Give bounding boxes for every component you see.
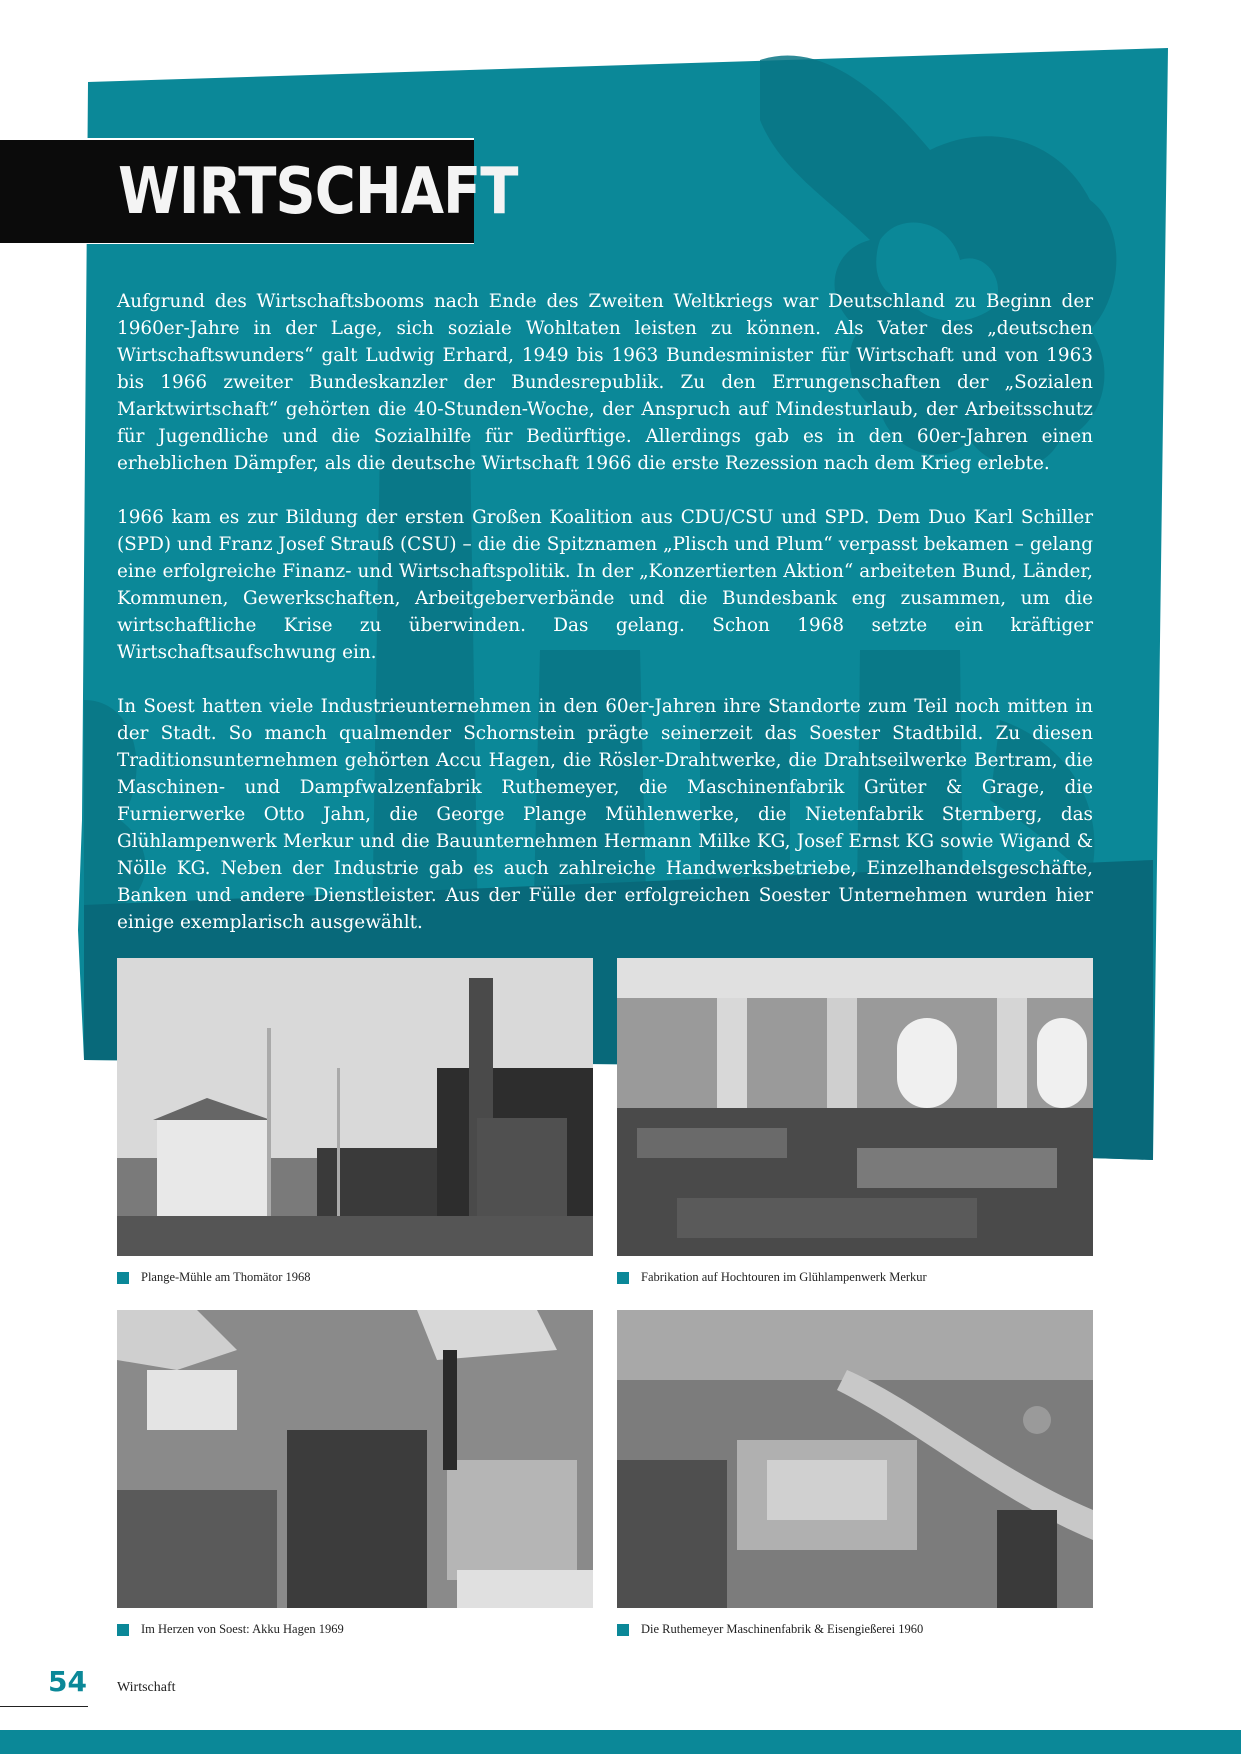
title-banner — [0, 140, 518, 243]
bottom-bar — [0, 1730, 1241, 1754]
page-number: 54 — [48, 1665, 87, 1698]
photo-plange-muehle — [117, 958, 593, 1256]
caption-bullet — [617, 1624, 629, 1636]
caption-bullet — [117, 1624, 129, 1636]
caption-bullet — [617, 1272, 629, 1284]
caption-2 — [617, 1270, 927, 1285]
paragraph-2: 1966 kam es zur Bildung der ersten Großen Koalition aus CDU/CSU und SPD. Dem Duo Karl Schiller (SPD) und Franz Josef Strauß (CSU) – die die Spitznamen „Plisch und Plum“ verpasst bekamen – gelang eine erfolgreiche Finanz- und Wirtschaftspolitik. In der „Konzertierten Aktion“ arbeiteten Bund, Länder, Kommunen, Gewerkschaften, Arbeitgeberverbände und die Bundesbank eng zusammen, um die wirtschaftliche Krise zu überwinden. Das gelang. Schon 1968 setzte ein kräftiger Wirtschaftsaufschwung ein. — [117, 507, 1093, 663]
photo-merkur-factory — [617, 958, 1093, 1256]
caption-text: Fabrikation auf Hochtouren im Glühlampenwerk Merkur — [641, 1270, 927, 1284]
caption-1 — [117, 1270, 311, 1285]
caption-bullet — [117, 1272, 129, 1284]
caption-text: Im Herzen von Soest: Akku Hagen 1969 — [141, 1622, 344, 1636]
paragraph-3: In Soest hatten viele Industrieunternehmen in den 60er-Jahren ihre Standorte zum Teil noch mitten in der Stadt. So manch qualmender Schornstein prägte seinerzeit das Soester Stadtbild. Zu diesen Traditionsunternehmen gehörten Accu Hagen, die Rösler-Drahtwerke, die Drahtseilwerke Bertram, die Maschinen- und Dampfwalzenfabrik Ruthemeyer, die Maschinenfabrik Grüter & Grage, die Furnierwerke Otto Jahn, die George Plange Mühlenwerke, die Nietenfabrik Sternberg, das Glühlampenwerk Merkur und die Bauunternehmen Hermann Milke KG, Josef Ernst KG sowie Wigand & Nölle KG. Neben der Industrie gab es auch zahlreiche Handwerksbetriebe, Einzelhandelsgeschäfte, Banken und andere Dienstleister. Aus der Fülle der erfolgreichen Soester Unternehmen wurden hier einige exemplarisch ausgewählt. — [117, 696, 1093, 933]
caption-4 — [617, 1622, 923, 1637]
photo-ruthemeyer — [617, 1310, 1093, 1608]
caption-3 — [117, 1622, 344, 1637]
page-title: WIRTSCHAFT — [118, 154, 518, 229]
caption-text: Plange-Mühle am Thomätor 1968 — [141, 1270, 311, 1284]
caption-text: Die Ruthemeyer Maschinenfabrik & Eisengießerei 1960 — [641, 1622, 924, 1636]
article-body — [117, 288, 1093, 963]
paragraph-1: Aufgrund des Wirtschaftsbooms nach Ende des Zweiten Weltkriegs war Deutschland zu Beginn der 1960er-Jahre in der Lage, sich soziale Wohltaten leisten zu können. Als Vater des „deutschen Wirtschaftswunders“ galt Ludwig Erhard, 1949 bis 1963 Bundesminister für Wirtschaft und von 1963 bis 1966 zweiter Bundeskanzler der Bundesrepublik. Zu den Errungenschaften der „Sozialen Marktwirtschaft“ gehörten die 40-Stunden-Woche, der Anspruch auf Mindesturlaub, der Arbeitsschutz für Jugendliche und die Sozialhilfe für Bedürftige. Allerdings gab es in den 60er-Jahren einen erheblichen Dämpfer, als die deutsche Wirtschaft 1966 die erste Rezession nach dem Krieg erlebte. — [117, 291, 1093, 474]
section-name: Wirtschaft — [117, 1680, 176, 1695]
page-number-rule — [0, 1706, 88, 1707]
photo-akku-hagen — [117, 1310, 593, 1608]
